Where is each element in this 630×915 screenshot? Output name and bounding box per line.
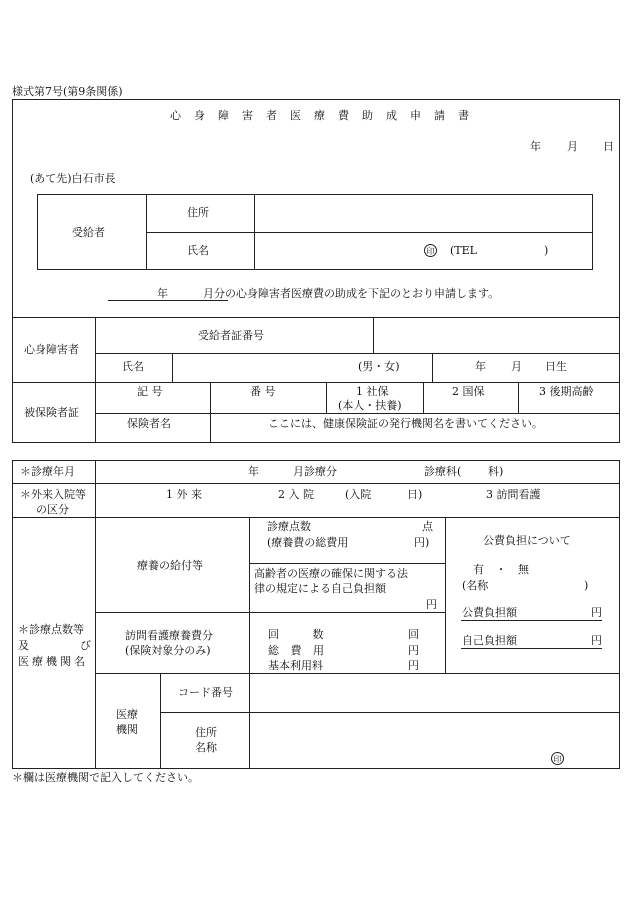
total-expense-label: 総 費 用 (268, 644, 324, 657)
form-title: 心身障害者医療費助成申請書 (170, 109, 482, 122)
application-year: 年 (157, 287, 168, 300)
insurance-card-label: 被保険者証 (24, 406, 79, 419)
cert-number-field[interactable] (375, 319, 618, 351)
recipient-address-field[interactable] (256, 196, 590, 230)
disabled-name-field[interactable] (174, 355, 354, 380)
public-yes-no[interactable]: 有 ・ 無 (473, 563, 529, 576)
date-day: 日 (603, 140, 614, 153)
total-cost-label: (療養費の総費用 (267, 536, 349, 549)
points-label-and: 及 (18, 639, 29, 652)
institution-field[interactable] (251, 714, 541, 767)
points-unit: 点 (422, 520, 433, 533)
self-amount-unit: 円 (591, 634, 602, 647)
home-care-label-2: (保険対象分のみ) (125, 644, 211, 657)
points-label-and-2: び (80, 639, 91, 652)
points-label-institution: 医療機関名 (18, 655, 88, 668)
insurer-label: 保険者名 (127, 417, 171, 430)
institution-label-2: 機関 (116, 723, 138, 736)
insurer-note: ここには、健康保険証の発行機関名を書いてください。 (268, 417, 543, 430)
birth-month: 月 (511, 360, 522, 373)
sex-choice[interactable]: (男・女) (358, 360, 400, 373)
treatment-month: 月診療分 (293, 465, 337, 478)
institution-name-label: 名称 (195, 741, 217, 754)
elderly-law-label: 高齢者の医療の確保に関する法 (254, 567, 408, 580)
inpatient-day: 日) (407, 488, 423, 501)
code-number-label: コード番号 (178, 686, 233, 699)
inpatient-paren: (入院 (345, 488, 372, 501)
public-amount-label: 公費負担額 (462, 606, 517, 619)
points-field-label: 診療点数 (267, 520, 311, 533)
basic-fee-unit: 円 (408, 659, 419, 672)
visits-label: 回 数 (268, 628, 324, 641)
recipient-name-label: 氏名 (187, 244, 209, 257)
institution-address-label: 住所 (195, 726, 217, 739)
disabled-person-label: 心身障害者 (24, 343, 79, 356)
seal-icon: 印 (424, 244, 437, 257)
recipient-tel-open: (TEL (450, 244, 477, 257)
insurance-number-label: 番 号 (250, 385, 276, 398)
application-box (12, 99, 620, 443)
outpatient-option[interactable]: 1 外 来 (166, 488, 202, 501)
treatment-year: 年 (248, 465, 259, 478)
form-id: 様式第7号(第9条関係) (12, 85, 123, 98)
date-year: 年 (530, 140, 541, 153)
insurance-option-national[interactable]: 2 国保 (452, 385, 485, 398)
basic-fee-label: 基本利用料 (268, 659, 323, 672)
institution-label: 医療 (116, 708, 138, 721)
insurance-mark-label: 記 号 (137, 385, 163, 398)
addressee: (あて先)白石市長 (30, 172, 116, 185)
self-amount-label: 自己負担額 (462, 634, 517, 647)
home-care-label: 訪問看護療養費分 (125, 629, 213, 642)
treatment-month-label: ＊診療年月 (20, 465, 75, 478)
department-close: 科) (488, 465, 504, 478)
recipient-name-field[interactable] (256, 234, 416, 268)
date-month: 月 (567, 140, 578, 153)
insurance-option-social-detail: (本人・扶養) (338, 399, 402, 412)
public-name-close: ) (584, 579, 589, 592)
insurance-option-social[interactable]: 1 社保 (356, 385, 389, 398)
birth-year: 年 (475, 360, 486, 373)
department-label: 診療科( (424, 465, 462, 478)
category-label: ＊外来入院等 (20, 488, 86, 501)
recipient-tel-field[interactable] (478, 237, 540, 259)
insurance-option-elderly[interactable]: 3 後期高齢 (539, 385, 594, 398)
application-sentence: 月分の心身障害者医療費の助成を下記のとおり申請します。 (203, 287, 500, 300)
elderly-law-label-2: 律の規定による自己負担額 (254, 582, 386, 595)
elderly-yen: 円 (426, 598, 437, 611)
care-benefit-label: 療養の給付等 (137, 559, 203, 572)
public-name-open: (名称 (462, 579, 489, 592)
total-expense-unit: 円 (408, 644, 419, 657)
code-number-field[interactable] (251, 675, 618, 710)
category-label-2: の区分 (36, 503, 69, 516)
footnote: ＊欄は医療機関で記入してください。 (12, 771, 199, 784)
visits-unit: 回 (408, 628, 419, 641)
recipient-tel-close: ) (544, 244, 549, 257)
inpatient-option[interactable]: 2 入 院 (278, 488, 314, 501)
birth-day: 日生 (545, 360, 567, 373)
public-amount-unit: 円 (591, 606, 602, 619)
disabled-name-label: 氏名 (122, 360, 144, 373)
public-expense-title: 公費負担について (483, 534, 571, 547)
recipient-label: 受給者 (72, 226, 105, 239)
cert-number-label: 受給者証番号 (198, 329, 264, 342)
home-nursing-option[interactable]: 3 訪問看護 (486, 488, 541, 501)
institution-seal-icon: 印 (551, 752, 564, 765)
recipient-address-label: 住所 (187, 206, 209, 219)
points-label: ＊診療点数等 (18, 623, 84, 636)
total-cost-unit: 円) (414, 536, 430, 549)
